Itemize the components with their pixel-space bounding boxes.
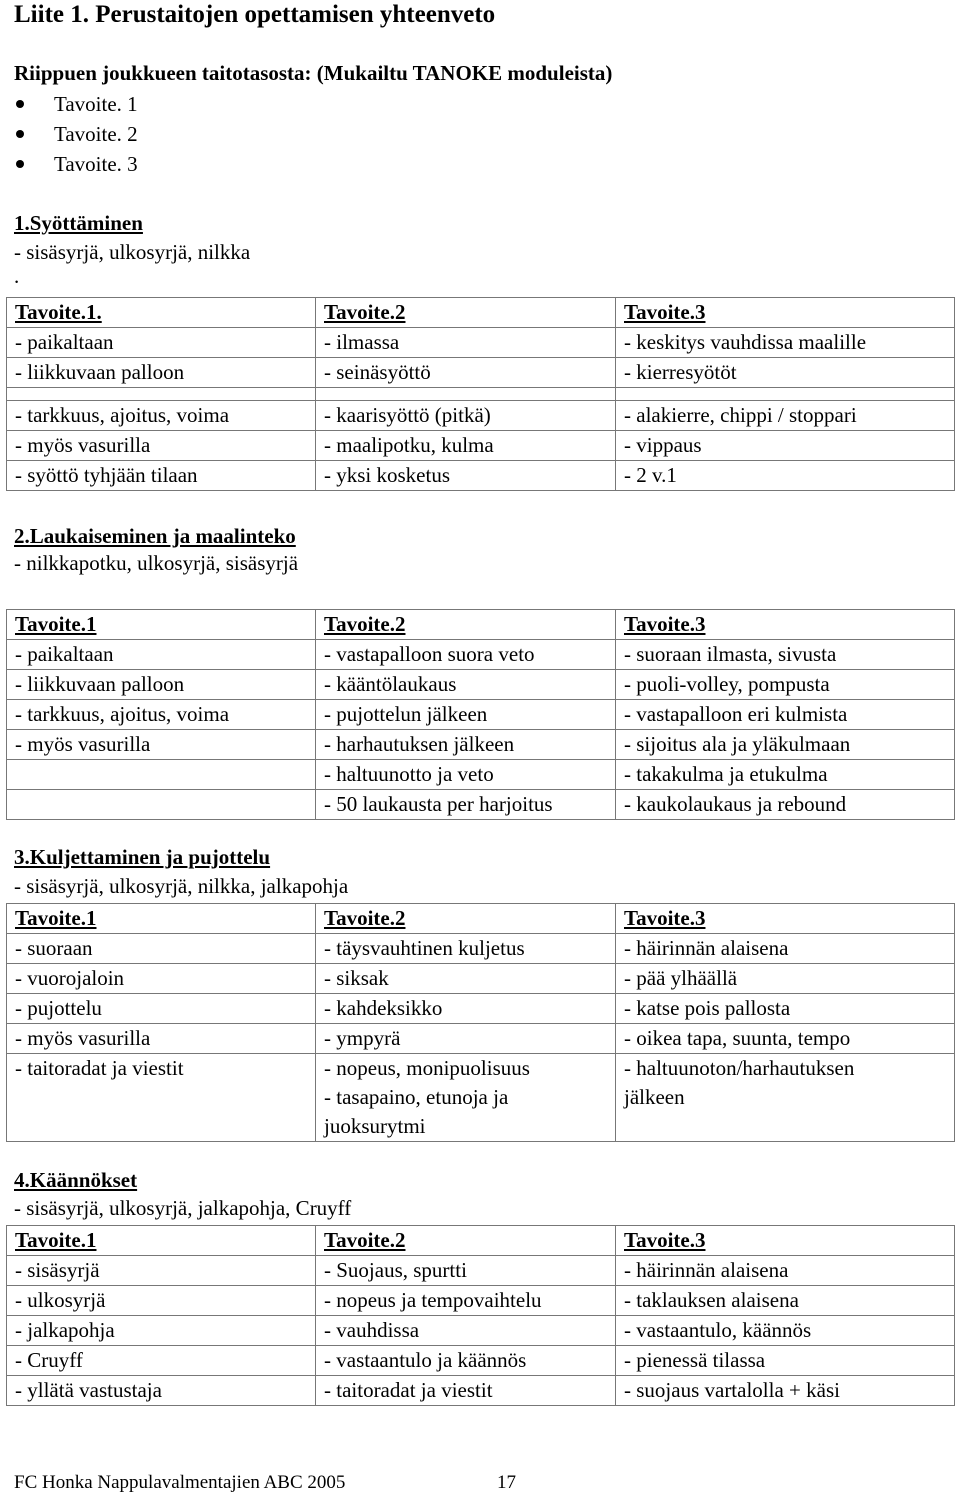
table-cell: - pienessä tilassa: [616, 1346, 955, 1376]
table-cell: - liikkuvaan palloon: [7, 358, 316, 388]
table-cell: - yllätä vastustaja: [7, 1376, 316, 1406]
table-cell: - kierresyötöt: [616, 358, 955, 388]
table-cell: - vastapalloon suora veto: [316, 640, 616, 670]
header-cell: Tavoite.3: [616, 610, 955, 640]
table-cell: - harhautuksen jälkeen: [316, 730, 616, 760]
section-2-title: 2.Laukaiseminen ja maalinteko: [14, 524, 296, 548]
section-3-table: [6, 903, 955, 1142]
table-cell: - yksi kosketus: [316, 461, 616, 491]
table-cell: - takakulma ja etukulma: [616, 760, 955, 790]
table-row: [7, 790, 955, 820]
header-cell: Tavoite.3: [616, 904, 955, 934]
table-row: [7, 934, 955, 964]
table-cell: - katse pois pallosta: [616, 994, 955, 1024]
table-row: [7, 730, 955, 760]
table-cell: - kaukolaukaus ja rebound: [616, 790, 955, 820]
table-row: [7, 1286, 955, 1316]
table-cell: - paikaltaan: [7, 640, 316, 670]
table-cell: - kääntölaukaus: [316, 670, 616, 700]
table-cell: - taitoradat ja viestit: [316, 1376, 616, 1406]
table-row: [7, 700, 955, 730]
bullet-dot-icon: [16, 160, 24, 168]
section-1-title: 1.Syöttäminen: [14, 211, 143, 235]
table-cell: - jalkapohja: [7, 1316, 316, 1346]
table-cell: - maalipotku, kulma: [316, 431, 616, 461]
table-row: [7, 994, 955, 1024]
table-cell: - vauhdissa: [316, 1316, 616, 1346]
cell-line: jälkeen: [624, 1085, 685, 1109]
table-cell: - tarkkuus, ajoitus, voima: [7, 700, 316, 730]
table-row: [7, 1376, 955, 1406]
table-cell: - vippaus: [616, 431, 955, 461]
section-2-table: [6, 609, 955, 820]
table-cell: - vastapalloon eri kulmista: [616, 700, 955, 730]
table-row: [7, 431, 955, 461]
table-cell: - ympyrä: [316, 1024, 616, 1054]
table-row: [7, 640, 955, 670]
table-cell: [316, 1054, 616, 1142]
table-row: [7, 1316, 955, 1346]
section-4-table: [6, 1225, 955, 1406]
table-row: [7, 401, 955, 431]
section-4-subtitle: - sisäsyrjä, ulkosyrjä, jalkapohja, Cruyff: [14, 1196, 352, 1220]
table-cell: - 2 v.1: [616, 461, 955, 491]
header-cell: Tavoite.2: [316, 298, 616, 328]
table-row: [7, 1024, 955, 1054]
page-title: Liite 1. Perustaitojen opettamisen yhteenveto: [14, 1, 496, 28]
table-header-row: [7, 298, 955, 328]
section-3-subtitle: - sisäsyrjä, ulkosyrjä, nilkka, jalkapohja: [14, 874, 349, 898]
table-cell: - ulkosyrjä: [7, 1286, 316, 1316]
page-subtitle: Riippuen joukkueen taitotasosta: (Mukailtu TANOKE moduleista): [14, 61, 613, 85]
table-cell: - häirinnän alaisena: [616, 1256, 955, 1286]
table-cell: - puoli-volley, pompusta: [616, 670, 955, 700]
table-cell: - pää ylhäällä: [616, 964, 955, 994]
header-cell: Tavoite.2: [316, 904, 616, 934]
page-number: 17: [497, 1472, 516, 1493]
table-cell: - taklauksen alaisena: [616, 1286, 955, 1316]
section-1-dot: .: [14, 264, 20, 288]
header-cell: Tavoite.3: [616, 298, 955, 328]
table-row: [7, 1256, 955, 1286]
bullet-label: Tavoite. 1: [54, 92, 138, 116]
table-cell: - kahdeksikko: [316, 994, 616, 1024]
table-row-spacer: [7, 388, 955, 401]
section-2-subtitle: - nilkkapotku, ulkosyrjä, sisäsyrjä: [14, 551, 299, 575]
table-cell: - keskitys vauhdissa maalille: [616, 328, 955, 358]
bullet-item: [14, 152, 138, 182]
table-cell: - vastaantulo ja käännös: [316, 1346, 616, 1376]
table-row: [7, 358, 955, 388]
goal-bullet-list: [14, 92, 138, 182]
table-cell: - siksak: [316, 964, 616, 994]
table-row: [7, 760, 955, 790]
footer-text: FC Honka Nappulavalmentajien ABC 2005: [14, 1472, 346, 1493]
table-cell: - Cruyff: [7, 1346, 316, 1376]
table-cell: - nopeus ja tempovaihtelu: [316, 1286, 616, 1316]
table-cell: - myös vasurilla: [7, 730, 316, 760]
bullet-item: [14, 122, 138, 152]
table-cell: - sisäsyrjä: [7, 1256, 316, 1286]
header-cell: Tavoite.1.: [7, 298, 316, 328]
table-cell: [616, 388, 955, 401]
table-cell: - myös vasurilla: [7, 431, 316, 461]
table-cell: - oikea tapa, suunta, tempo: [616, 1024, 955, 1054]
table-cell: [7, 790, 316, 820]
cell-line: - nopeus, monipuolisuus: [324, 1056, 530, 1080]
table-cell: - seinäsyöttö: [316, 358, 616, 388]
bullet-item: [14, 92, 138, 122]
header-cell: Tavoite.1: [7, 610, 316, 640]
table-cell: - vuorojaloin: [7, 964, 316, 994]
table-cell: - Suojaus, spurtti: [316, 1256, 616, 1286]
table-cell: [616, 1054, 955, 1142]
table-cell: - ilmassa: [316, 328, 616, 358]
table-cell: [316, 388, 616, 401]
table-cell: - vastaantulo, käännös: [616, 1316, 955, 1346]
table-cell: - myös vasurilla: [7, 1024, 316, 1054]
cell-line: - haltuunoton/harhautuksen: [624, 1056, 855, 1080]
table-cell: - suoraan: [7, 934, 316, 964]
table-row: [7, 670, 955, 700]
table-cell: - alakierre, chippi / stoppari: [616, 401, 955, 431]
table-cell: - haltuunotto ja veto: [316, 760, 616, 790]
header-cell: Tavoite.1: [7, 1226, 316, 1256]
table-row: [7, 328, 955, 358]
section-1-subtitle: - sisäsyrjä, ulkosyrjä, nilkka: [14, 240, 251, 264]
table-row: [7, 461, 955, 491]
table-cell: - suoraan ilmasta, sivusta: [616, 640, 955, 670]
table-header-row: [7, 610, 955, 640]
table-cell: - häirinnän alaisena: [616, 934, 955, 964]
table-cell: [7, 388, 316, 401]
table-cell: - paikaltaan: [7, 328, 316, 358]
section-1-table: [6, 297, 955, 491]
table-row: [7, 1346, 955, 1376]
bullet-dot-icon: [16, 130, 24, 138]
header-cell: Tavoite.2: [316, 610, 616, 640]
table-cell: - pujottelu: [7, 994, 316, 1024]
table-header-row: [7, 904, 955, 934]
table-cell: - 50 laukausta per harjoitus: [316, 790, 616, 820]
table-cell: - sijoitus ala ja yläkulmaan: [616, 730, 955, 760]
table-row: [7, 964, 955, 994]
table-cell: - taitoradat ja viestit: [7, 1054, 316, 1142]
section-4-title: 4.Käännökset: [14, 1168, 138, 1192]
section-3-title: 3.Kuljettaminen ja pujottelu: [14, 845, 271, 869]
bullet-label: Tavoite. 3: [54, 152, 138, 176]
table-cell: - kaarisyöttö (pitkä): [316, 401, 616, 431]
table-row: [7, 1054, 955, 1142]
table-cell: - tarkkuus, ajoitus, voima: [7, 401, 316, 431]
table-cell: - suojaus vartalolla + käsi: [616, 1376, 955, 1406]
cell-line: - tasapaino, etunoja ja: [324, 1085, 509, 1109]
table-cell: - täysvauhtinen kuljetus: [316, 934, 616, 964]
table-cell: [7, 760, 316, 790]
header-cell: Tavoite.3: [616, 1226, 955, 1256]
header-cell: Tavoite.2: [316, 1226, 616, 1256]
table-cell: - syöttö tyhjään tilaan: [7, 461, 316, 491]
bullet-dot-icon: [16, 100, 24, 108]
cell-line: juoksurytmi: [324, 1114, 426, 1138]
header-cell: Tavoite.1: [7, 904, 316, 934]
bullet-label: Tavoite. 2: [54, 122, 138, 146]
table-cell: - liikkuvaan palloon: [7, 670, 316, 700]
table-cell: - pujottelun jälkeen: [316, 700, 616, 730]
table-header-row: [7, 1226, 955, 1256]
